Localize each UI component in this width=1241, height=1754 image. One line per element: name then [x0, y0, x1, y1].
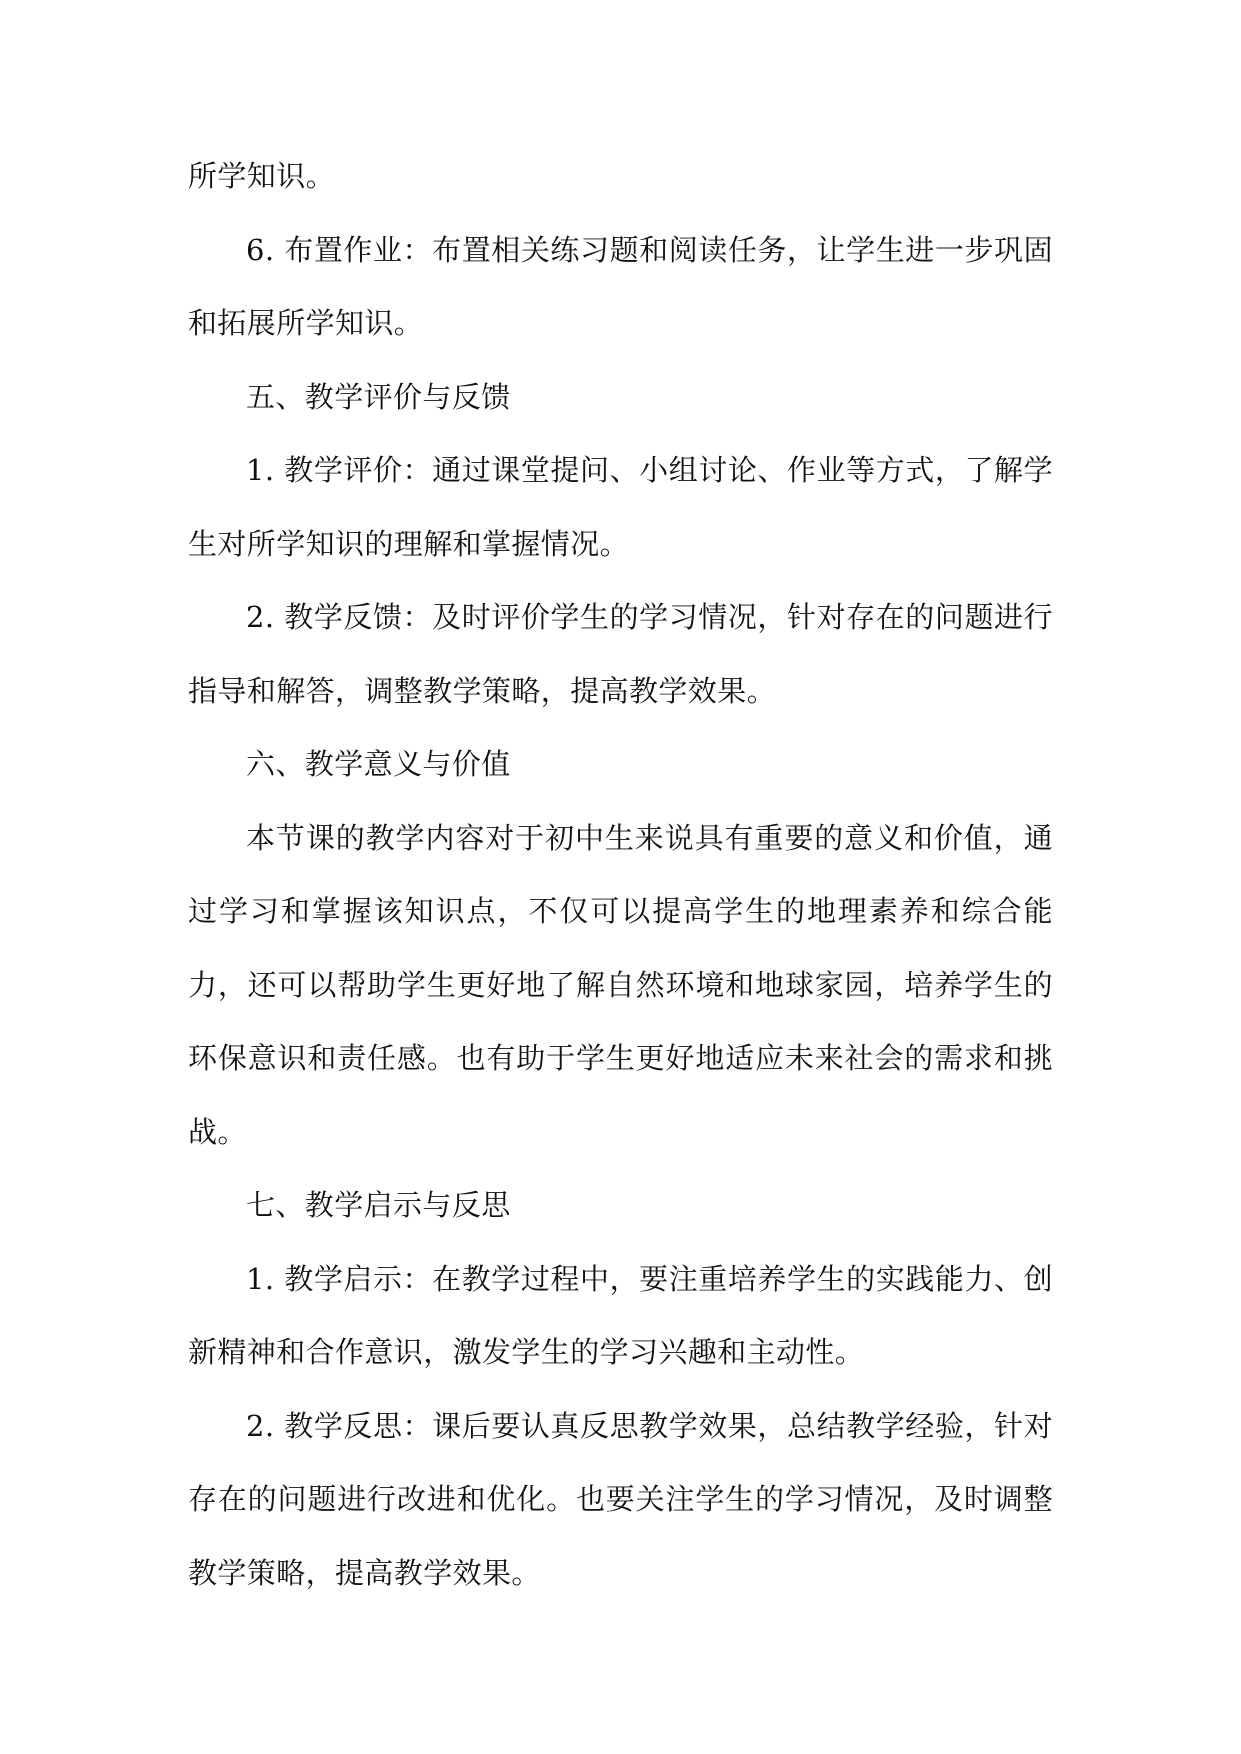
section-heading-reflection: 七、教学启示与反思	[246, 1188, 511, 1222]
section-heading-significance: 六、教学意义与价值	[246, 747, 511, 781]
paragraph-significance: 本节课的教学内容对于初中生来说具有重要的意义和价值，通过学习和掌握该知识点，不仅可以提高学生的地理素养和综合能力，还可以帮助学生更好地了解自然环境和地球家园，培养学生的环保意识和责任感。也有助于学生更好地适应未来社会的需求和挑战。	[188, 820, 1053, 1149]
paragraph-teaching-reflection: 2. 教学反思：课后要认真反思教学效果，总结教学经验，针对存在的问题进行改进和优化。也要关注学生的学习情况，及时调整教学策略，提高教学效果。	[188, 1408, 1053, 1590]
paragraph-continuation: 所学知识。	[188, 159, 336, 193]
section-heading-evaluation: 五、教学评价与反馈	[246, 379, 511, 414]
document-body	[188, 140, 1053, 1610]
paragraph-teaching-inspiration: 1. 教学启示：在教学过程中，要注重培养学生的实践能力、创新精神和合作意识，激发学生的学习兴趣和主动性。	[188, 1261, 1053, 1369]
paragraph-assign-homework: 6. 布置作业：布置相关练习题和阅读任务，让学生进一步巩固和拓展所学知识。	[188, 232, 1053, 340]
paragraph-teaching-evaluation: 1. 教学评价：通过课堂提问、小组讨论、作业等方式，了解学生对所学知识的理解和掌握情况。	[188, 453, 1053, 561]
paragraph-teaching-feedback: 2. 教学反馈：及时评价学生的学习情况，针对存在的问题进行指导和解答，调整教学策略，提高教学效果。	[188, 600, 1053, 708]
